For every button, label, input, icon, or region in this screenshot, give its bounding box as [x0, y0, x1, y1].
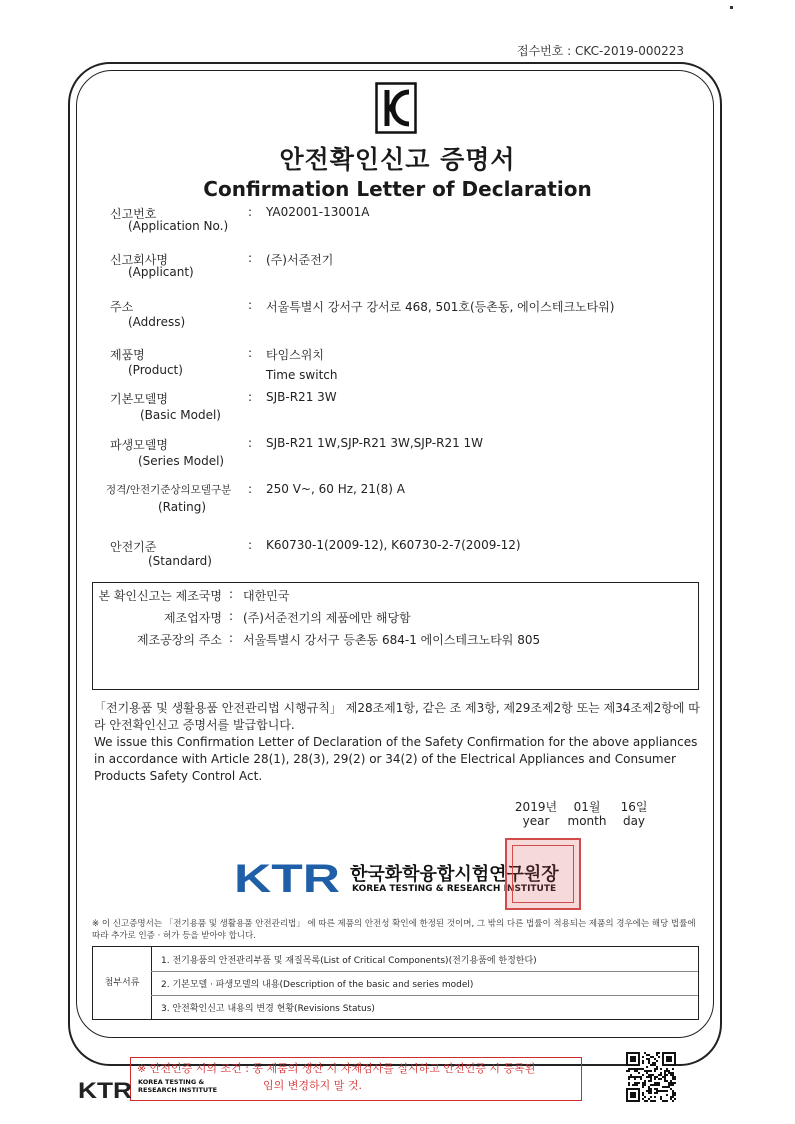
field-value-en: Time switch [266, 368, 338, 382]
field-value: 250 V~, 60 Hz, 21(8) A [266, 482, 405, 496]
date-day [614, 800, 654, 828]
colon: : [248, 298, 253, 312]
field-label: 신고회사명 [110, 253, 168, 267]
manufacturer-box [92, 582, 699, 690]
attachments-head: 첨부서류 [93, 947, 152, 1019]
field-label: 파생모델명 [110, 438, 168, 452]
field-label: 기본모델명 [110, 392, 168, 406]
field-label-en: (Application No.) [128, 219, 229, 233]
attachment-item: 1. 전기용품의 안전관리부품 및 재질목록(List of Critical Components)(전기용품에 한정한다) [161, 956, 537, 966]
field-label-en: (Product) [128, 363, 183, 377]
country-value: 대한민국 [243, 589, 290, 603]
field-label-en: (Basic Model) [140, 408, 221, 422]
date-year-value: 2019년 [514, 800, 558, 814]
colon: : [248, 205, 253, 219]
colon: : [248, 390, 253, 404]
country-label: 본 확인신고는 제조국명 [98, 589, 222, 603]
receipt-number: 접수번호 : CKC-2019-000223 [517, 44, 685, 58]
field-value: 서울특별시 강서구 강서로 468, 501호(등촌동, 에이스테크노타워) [266, 300, 615, 314]
field-value: SJB-R21 1W,SJP-R21 3W,SJP-R21 1W [266, 436, 484, 450]
colon: : [229, 631, 234, 645]
colon: : [229, 609, 234, 623]
ktr-logo [234, 858, 342, 896]
maker-label: 제조업자명 [164, 611, 222, 625]
colon: : [248, 251, 253, 265]
condition-line-2: 임의 변경하지 말 것. [263, 1079, 362, 1092]
field-label: 신고번호 [110, 207, 157, 221]
colon: : [248, 346, 253, 360]
title-korean: 안전확인신고 증명서 [279, 145, 516, 174]
field-label-en: (Applicant) [128, 265, 194, 279]
issuer-name-korean: 한국화학융합시험연구원장 [350, 864, 559, 885]
colon: : [248, 436, 253, 450]
declaration-korean: 「전기용품 및 생활용품 안전관리법 시행규칙」 제28조제1항, 같은 조 제3항, 제29조제2항 또는 제34조제2항에 따라 안전확인신고 증명서를 발급합니다. [94, 701, 700, 732]
official-seal [505, 838, 581, 910]
kc-mark-icon [375, 82, 417, 134]
attachment-item: 2. 기본모델 · 파생모델의 내용(Description of the basic and series model) [161, 980, 474, 990]
date-month-value: 01월 [573, 800, 601, 814]
divider [151, 971, 698, 972]
field-value: SJB-R21 3W [266, 390, 337, 404]
declaration-english: We issue this Confirmation Letter of Declaration of the Safety Confirmation for the above appliances in accordance with Article 28(1), 28(3), 29(2) or 34(2) of the Electrical Appliances and Consumer Products Safety Control Act. [94, 735, 698, 783]
colon: : [248, 482, 253, 496]
date-day-en: day [622, 814, 646, 828]
footer-name-line-1: KOREA TESTING & [138, 1078, 205, 1086]
field-value: YA02001-13001A [266, 205, 370, 219]
field-value: 타임스위치 [266, 348, 324, 362]
field-value: K60730-1(2009-12), K60730-2-7(2009-12) [266, 538, 521, 552]
colon: : [229, 587, 234, 601]
field-label: 정격/안전기준상의모델구분 [106, 484, 232, 496]
field-label: 주소 [110, 300, 134, 314]
date-year-en: year [522, 814, 550, 828]
colon: : [248, 538, 253, 552]
legal-note: ※ 이 신고증명서는 「전기용품 및 생활용품 안전관리법」 에 따른 제품의 안전성 확인에 한정된 것이며, 그 밖의 다른 법률이 적용되는 제품의 경우에는 해당 법률에 따라 추가로 인증 · 허가 등을 받아야 합니다. [92, 919, 696, 941]
footer-institute-name [138, 1078, 217, 1094]
field-label: 제품명 [110, 348, 145, 362]
date-month [562, 800, 612, 828]
footer-name-line-2: RESEARCH INSTITUTE [138, 1086, 218, 1094]
date-year [512, 800, 560, 828]
field-label-en: (Address) [128, 315, 186, 329]
factory-value: 서울특별시 강서구 등촌동 684-1 에이스테크노타워 805 [243, 633, 541, 647]
maker-value: (주)서준전기의 제품에만 해당함 [243, 611, 411, 625]
attachment-item: 3. 안전확인신고 내용의 변경 현황(Revisions Status) [161, 1004, 375, 1014]
divider [151, 995, 698, 996]
date-day-value: 16일 [620, 800, 648, 814]
field-label-en: (Standard) [148, 554, 212, 568]
field-label: 안전기준 [110, 540, 157, 554]
factory-label: 제조공장의 주소 [137, 633, 222, 647]
condition-line-1: ※ 안전인증 시의 조건 : 동 제품의 생산 시 자체검사를 실시하고 안전인증 시 등록된 [137, 1062, 536, 1075]
ktr-logo-text: KTR [234, 858, 341, 896]
attachments-table [92, 946, 699, 1020]
field-value: (주)서준전기 [266, 253, 334, 267]
ktr-footer-logo-text: KTR [78, 1078, 133, 1100]
qr-code-icon [626, 1052, 676, 1102]
issuer-name-english: KOREA TESTING & RESEARCH INSTITUTE [352, 884, 557, 894]
date-month-en: month [567, 814, 607, 828]
scan-mark [730, 6, 733, 9]
field-label-en: (Series Model) [138, 454, 225, 468]
field-label-en: (Rating) [158, 500, 207, 514]
title-english: Confirmation Letter of Declaration [203, 177, 592, 201]
ktr-footer-logo [78, 1078, 134, 1100]
